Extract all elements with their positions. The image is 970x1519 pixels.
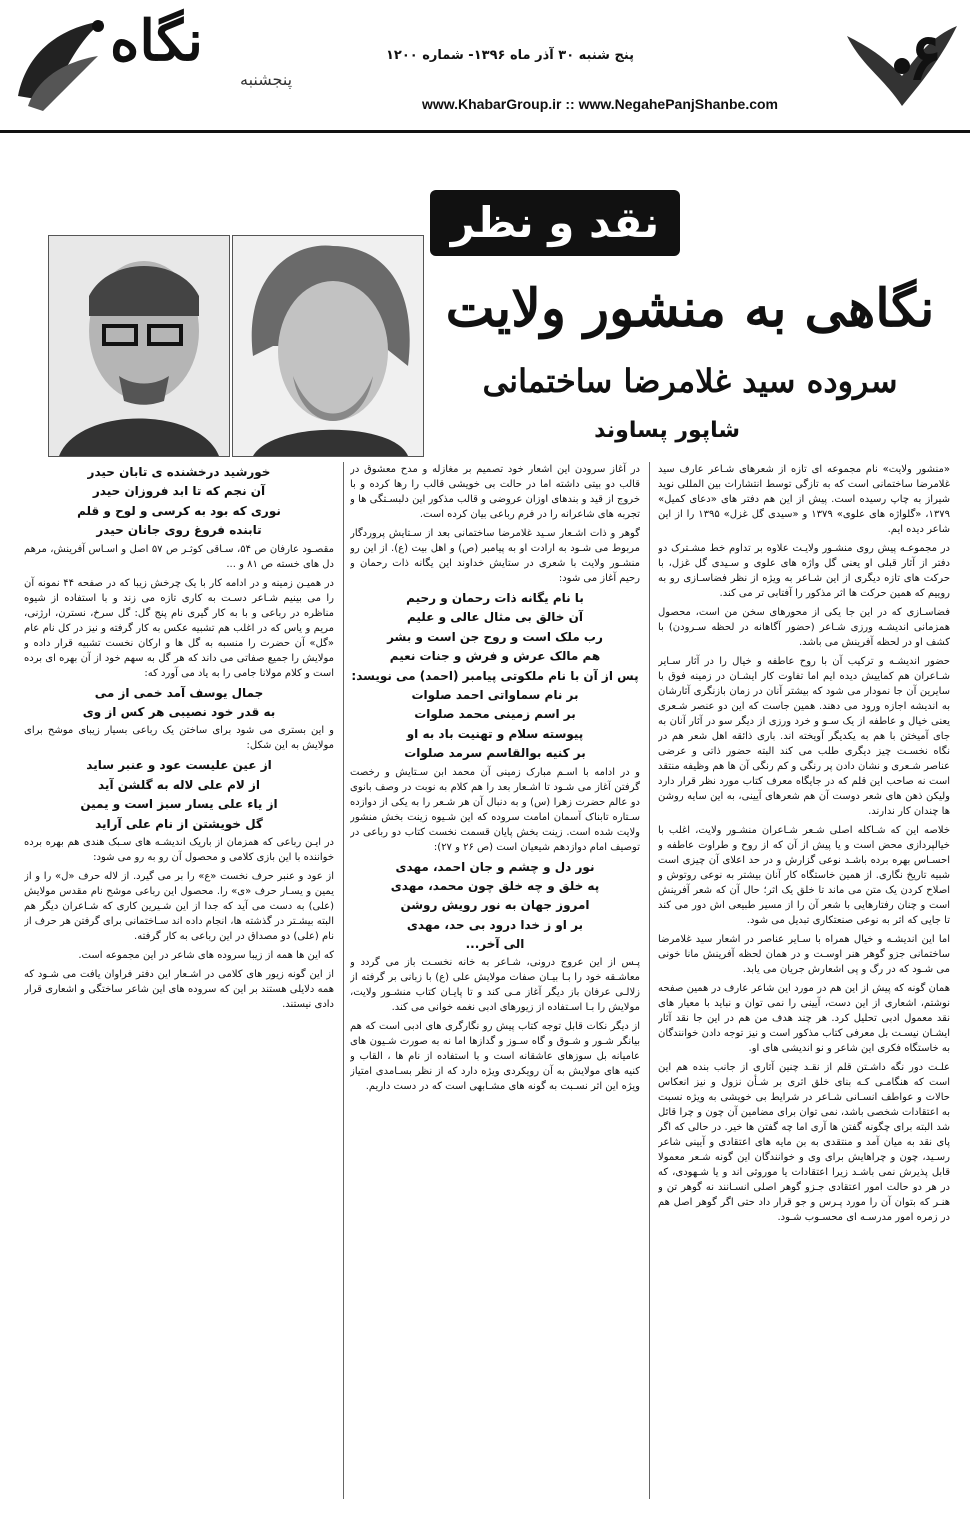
issue-date-line: پنج شنبه ۳۰ آذر ماه ۱۳۹۶- شماره ۱۲۰۰ [385, 48, 635, 63]
paragraph: از عود و عنبر حرف نخست «ع» را بر می گیرد. از لاله حرف «ل» را و از یمین و یسـار حرف «ی» را. محصول این رباعی موشح نام مقدس مولایش (علی) به دست می آید که جدا از این شـیرین کاری که شـاعران دیگر هم البته بیشـتر در گذشته ها، انجام داده اند سـاختمانی برای گرفتن هر حرف از نام (علی) دو مصداق در این رباعی به کار گرفته. [24, 870, 334, 942]
paragraph: اما این اندیشـه و خیال همراه با سـایر عناصر در اشعار سید غلامرضا ساختمانی جزو گوهر هنر اوسـت و در همان لحظه آفرینش مانا خونی می شـود که در رگ و پی اشعارش جریان می یابد. [658, 934, 950, 975]
ornament-left [8, 6, 118, 116]
logo-title: نگاه [110, 8, 203, 74]
page-number: ۶ [907, 20, 943, 95]
paragraph: و این بستری می شود برای ساختن یک رباعی بسیار زیبای موشح برای مولایش به این شکل: [24, 725, 334, 752]
paragraph: پـس از این عروج درونی، شـاعر به خانه نخسـت باز می گردد و معاشـقه خود را بـا بیـان صفات مولایش علی (ع) با زبانی بر گرفته از زلالـی عرفان باز دیگر آغاز مـی کند و تا پایـان کتاب منشـور ولایت، مولایش را بـا اسـتفاده از زیورهای ادبی نغمه خوانی می کند. [350, 957, 640, 1014]
verse-line: بر اسم زمینی محمد صلوات [414, 707, 576, 722]
logo [110, 8, 293, 98]
verse-line: تابنده فروغ روی جانان حیدر [96, 523, 262, 538]
verse-line: بر نام سماواتی احمد صلوات [411, 687, 579, 702]
paragraph: همان گونه که پیش از این هم در مورد این شاعر عارف در همین صفحه نوشتم، اشعاری از این دست، آیینی را نمی توان و نباید با معیار های نقد معمول ادبی تحلیل کرد. هر چند هدف من هم در این جا نقد آثار ایشـان نیسـت بل معرفی کتاب مذکور است و نیز توجه دادن خوانندگان به خاستگاه فکری این شاعر و نو اندیشی های او. [658, 983, 950, 1054]
verse-line: از عین علیست عود و عنبر ساید [86, 758, 272, 773]
verse-line: از یاء علی یسار سبز است و یمین [80, 797, 278, 812]
column-divider [649, 462, 650, 1499]
verse-line: پس از آن با نام ملکوتی پیامبر (احمد) می نویسد: [351, 668, 639, 683]
verse-line: آن خالق بی مثال عالی و علیم [406, 610, 583, 625]
section-tag: نقد و نظر [430, 190, 680, 256]
verse-line: جمال یوسف آمد خمی از می [94, 685, 264, 700]
article-column-3 [24, 462, 334, 1499]
website-urls: www.KhabarGroup.ir :: www.NegahePanjShanbe.com [421, 96, 778, 112]
article-column-1 [658, 462, 950, 1499]
paragraph: حضور اندیشـه و ترکیب آن با روح عاطفه و خیال را در آثار سـایر شـاعران هم کماییش دیده ایم اما تفاوت کار ایشـان در زمینه فوق با سایرین آن جا نمودار می شود که بیشتر آنان در زمان بازنگری آثارشان به اندیشه اجازه ورود می دهند. همین جاست که این دو عنصر شـعری یعنی خیال و عاطفه از یک سـو و خرد ورزی از دیگر سو در آثار آنان به جای آمیختن با هم به یکدیگر آویخته اند. باری ذائقه اهل شعر هم در نگاه نخسـت چیز دیگری طلب می کند البته حضور ذاتی و عرضی عناصر شـعری و نشان دادن پر رنگی و کم رنگی آن ها هم وظیفه منتقد است نه صاحب این قلم که در جایگاه معرف کتاب مورد نظر قرار دارد ولیکن ذهن های شعر دوست آن هم شعرهای آیینی، به این سایه روشن ها چندان کار ندارند. [658, 656, 950, 817]
verse-line: پیوسته سلام و تهنیت باد به او [406, 726, 584, 741]
paragraph: در ایـن رباعی که همزمان از باریک اندیشـه های سـبک هندی هم بهره برده خواننده با این بازی کلامی و محصول آن رو به رو می شود: [24, 836, 334, 863]
paragraph: در آغاز سرودن این اشعار خود تصمیم بر مغازله و مدح معشوق در قالب دو بیتی داشته اما در حالت بی خویشی قالب را رها کرده و با خروج از قید و بندهای اوزان عروضی و قالب مذکور این دلبسـتگی ها و تجربه های شاعرانه را در فرم رباعی بیان کرده است. [350, 464, 640, 520]
paragraph: فضاسـازی که در این جا یکی از محورهای سخن من است، محصول همزمانی اندیشـه ورزی شـاعر (حضور آگاهانه در لحظه سـرودن) با کشف او در لحظه آفرینش می باشد. [658, 607, 950, 648]
paragraph: علـت دور نگه داشـتن قلم از نقـد چنین آثاری از جانب بنده هم این است که هنگامـی کـه بنای خلق اثری بر شـأن نزول و نیز انعکاس حالات و عواطف انسـانی شـاعر در شرایط بی خویشی به ویژه نسبت به اعتقادات شخصی باشد، نمی توان برای مضامین آن چون و چرا قائل شد البته برای چگونه گفتن ها آری اما چه گفتن ها خیر. در حالی که اگر پای نقد به میان آمد و منتقدی به بن مایه های اعتقادی و آیینی شاعر رسـید، چون و چراهایش برای وی و خوانندگان این گونه شـعر معمولا قابل پذیرش نمی باشـد زیرا اعتقادات یا موروثی اند و یا شـهودی، که در هر دو حالت امور اعتقادی جـزو گوهر اصلی انسـانند نه گوهر تن و هنـر که بتوان آن را مورد پـرس و جو قرار داد حتی اگر گوهر اصل هم در زمره امور مدرسـه ای محسـوب شـود. [658, 1062, 950, 1223]
paragraph: خلاصه این که شـاکله اصلی شـعر شـاعران منشـور ولایت، اغلب با خیالپردازی محض است و یا پیش از آن که از روح و طراوت عاطفه و احسـاس بهره برده باشـد نوعی گزارش و در حد اعلای آن چیزی است شبیه تاریخ نگاری. از همین خاستگاه کار آنان بیشتر به نوعی روتوش و اصلاح کردن یک متن می ماند تا خلق یک اثر؛ حال آن که شعر آفرینش است و چنان رفتارهایی با شعر آن را از مسیر طبیعی اش دور می کند تا جایی که اثر به نوعی صنعتکاری تبدیل می شود. [658, 825, 950, 926]
verse-line: بر کنیه بوالقاسم سرمد صلوات [404, 746, 586, 761]
verse-line: نور دل و چشم و جان احمد، مهدی [395, 859, 595, 874]
article-headline: نگاهی به منشور ولایت [445, 278, 935, 339]
verse-line: په خلق و چه خلق چون محمد، مهدی [390, 878, 600, 893]
paragraph: از این گونه زیور های کلامی در اشـعار این دفتر فراوان یافت می شـود که همه دلایلی هستند بر این که سروده های این شاعر ساختگی و اشعاری قرار دادی نیستند. [24, 968, 334, 1010]
verse-line: بر او ز خدا درود بی حد، مهدی [406, 917, 584, 932]
paragraph: که این ها همه از زیبا سروده های شاعر در این مجموعه است. [78, 949, 334, 961]
paragraph: گوهر و ذات اشـعار سـید غلامرضا ساختمانی بعد از سـتایش پروردگار مربوط می شـود به ارادت او به پیامبر (ص) و اهل بیت (ع). از این رو منشـور ولایت با شعری در ستایش خداوند این یگانه ذات رحمان و رحیم آغاز می شود: [350, 528, 640, 584]
column-divider [343, 462, 344, 1499]
paragraph: در مجموعـه پیش روی منشـور ولایـت علاوه بر تداوم خط مشـترک دو دفتر از آثار قبلی او یعنی گل واژه های علوی و سـیدی گل غزل، با حرکت های تازه دیگری از این شـاعر به ویژه از نظر فضاسـازی رو به روییم که همین حرکت ها اثر مذکور را آفتابی تر می کند. [658, 543, 950, 599]
flourish-icon [8, 6, 118, 116]
verse-line: نوری که بود به کرسی و لوح و قلم [77, 503, 281, 518]
paragraph: در همیـن زمینه و در ادامه کار با یک چرخش زیبا که در صفحه ۴۴ نمونه آن را می بینیم شـاعر دسـت به کاری تازه می زند و با استفاده از شیوه مناظره در رباعی و با به کار گیری نام پنج گل: گل سرخ، نسترن، ارژنی، مریم و یاس که در اغلب هم تشبیه عکس به کار گرفته و نیز در کل نام عام «گل» آن حضرت را منسبه به گل ها و ارکان نخست تشبیه قرار داده و مولایش را جمیع صفاتی می داند که هر گل به سهم خود از آن بهره ای برده است و کلام مولانا جامی را به یاد می آورد که: [24, 577, 334, 679]
verse-line: خورشید درخشنده ی تابان حیدر [87, 465, 271, 479]
verse-line: از لام علی لاله به گلشن آید [98, 777, 260, 792]
verse-line: به قدر خود نصیبی هر کس از وی [82, 704, 276, 719]
paragraph: «منشور ولایت» نام مجموعه ای تازه از شعرهای شـاعر عارف سید غلامرضا ساختمانی است که به تازگی توسط انتشارات بین المللی نوید شیراز به چاپ رسیده است. پیش از این هم دفتر های «دعای کمیل» ۱۳۷۹، «گلواژه های علوی» ۱۳۷۹ و «سیدی گل غزل» ۱۳۹۵ را از این شاعر دیده ایم. [658, 464, 950, 535]
verse-line: گل خویشتن از نام علی آراید [95, 816, 263, 831]
portrait-icon [49, 236, 229, 456]
paragraph: و در ادامه با اسـم مبارک زمینی آن محمد ابن سـتایش و رخصت گرفتن آغاز می شـود تا اشـعار بعد را هم کلام به نوبت در وصف بانوی دو عالم حضرت زهرا (س) و به دنبال آن هر شـعر را به یکی از دوازده سـتاره تابناک آسمان امامت سروده که این شـیوه زینت بخش منشور ولایت شده است. زینت بخش پایان قسمت نخست کتاب دو رباعی در توصیف امام دوازدهم شیعیان است (ص ۲۶ و ۲۷): [350, 766, 640, 853]
verse-line: با نام یگانه ذات رحمان و رحیم [406, 591, 584, 605]
poet-photo [232, 235, 424, 457]
article-byline: شاپور پساوند [594, 418, 740, 443]
article-column-2 [350, 462, 640, 1499]
masthead [0, 0, 970, 133]
verse-line: امروز جهان به نور رویش روشن [400, 898, 590, 913]
verse-line: آن نجم که تا ابد فروزان حیدر [92, 484, 266, 499]
verse-line: الی آخر... [465, 937, 525, 952]
paragraph: از دیگر نکات قابل توجه کتاب پیش رو نگارگری های ادبی است که هم بیانگر شـور و شـوق و گاه سـوز و گدازها اما نه به صورت شـیون های عامیانه بل سوزهای عاشقانه است و با استفاده از نام ها ، القاب و کنیه های مولایش به آن رویکردی ویژه دارد که از نظر بسـامدی امتیاز ویژه این اثر نسـبت به گونه های مشـابهی است که در دست داریم. [350, 1021, 640, 1093]
verse-line: هم مالک عرش و فرش و جنات نعیم [389, 649, 601, 664]
author-photo-glasses [48, 235, 230, 457]
paragraph: مقصـود عارفان ص ۵۴، سـاقی کوثـر ص ۵۷ اصل و اسـاس آفرینش، مرهم دل های خسته ص ۸۱ و ... [24, 543, 334, 570]
logo-subtitle: پنجشنبه [240, 70, 293, 89]
article-subhead: سروده سید غلامرضا ساختمانی [482, 362, 898, 400]
verse-line: رب ملک است و روح جن است و بشر [387, 629, 603, 644]
portrait-icon [233, 236, 423, 456]
